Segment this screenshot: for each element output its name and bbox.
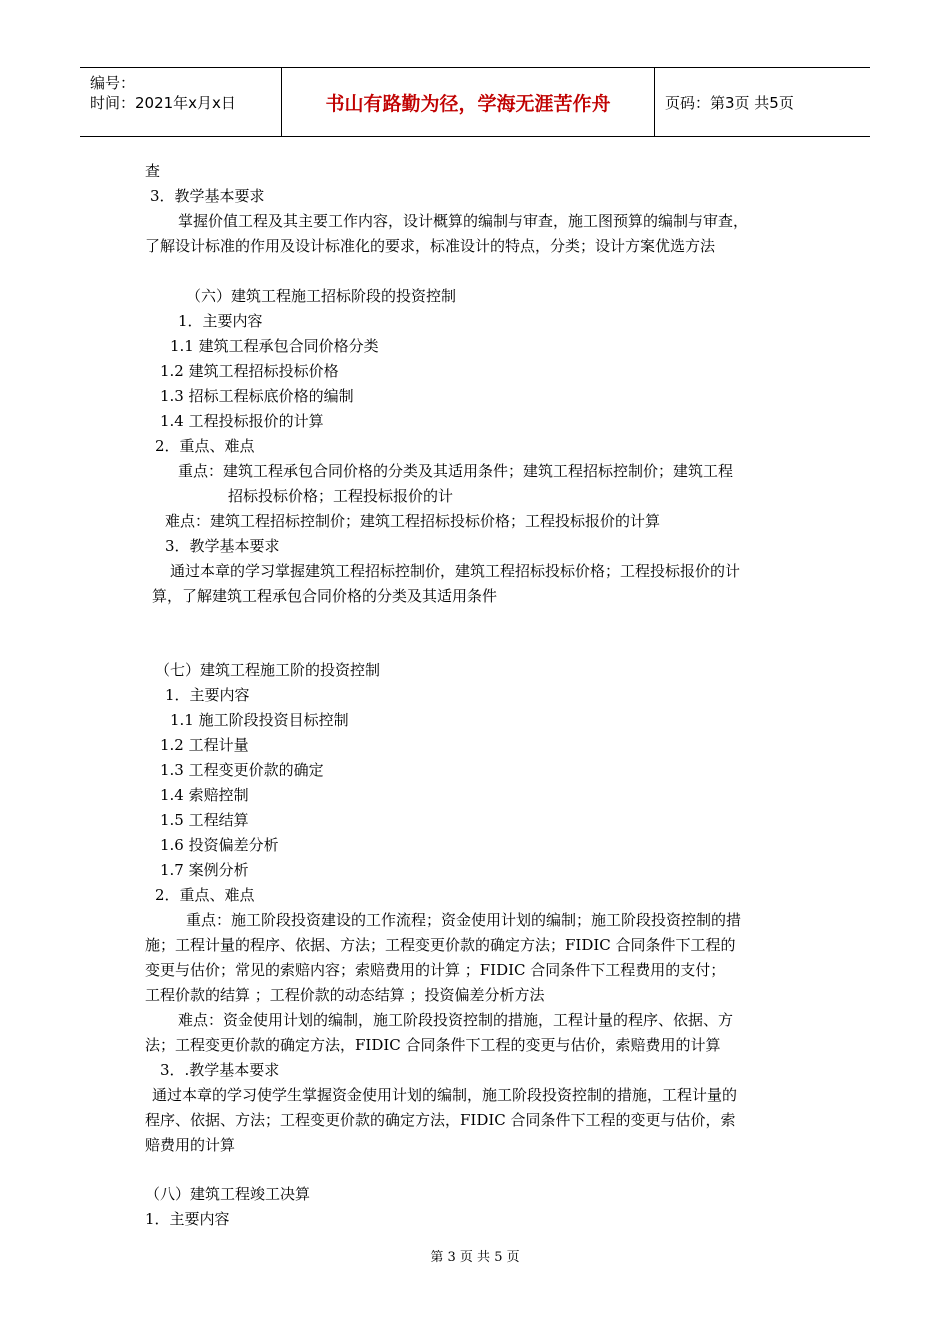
text-line: 2．重点、难点 <box>155 437 255 455</box>
text-line: 3．教学基本要求 <box>165 537 280 555</box>
time-label: 时间：2021年x月x日 <box>90 94 236 112</box>
page-footer: 第 3 页 共 5 页 <box>430 1250 520 1265</box>
text-line: 通过本章的学习掌握建筑工程招标控制价，建筑工程招标投标价格；工程投标报价的计 <box>170 562 741 580</box>
header-motto: 书山有路勤为径，学海无涯苦作舟 <box>282 68 655 136</box>
text-line: 1．主要内容 <box>145 1210 230 1228</box>
section-heading: （七）建筑工程施工阶的投资控制 <box>155 661 381 679</box>
text-line: 1.7 案例分析 <box>160 861 249 879</box>
text-line: 通过本章的学习使学生掌握资金使用计划的编制，施工阶段投资控制的措施，工程计量的 <box>152 1086 738 1104</box>
text-line: 1．主要内容 <box>178 312 263 330</box>
text-line: 1.2 建筑工程招标投标价格 <box>160 362 339 380</box>
text-line: 2．重点、难点 <box>155 886 255 904</box>
text-line: 难点：资金使用计划的编制，施工阶段投资控制的措施，工程计量的程序、依据、方 <box>178 1011 734 1029</box>
text-line: 1．主要内容 <box>165 686 250 704</box>
text-line: 程序、依据、方法；工程变更价款的确定方法，FIDIC 合同条件下工程的变更与估价，索 <box>145 1111 736 1129</box>
text-line: 1.6 投资偏差分析 <box>160 836 279 854</box>
text-line: 重点：建筑工程承包合同价格的分类及其适用条件；建筑工程招标控制价；建筑工程 <box>178 462 734 480</box>
text-line: 1.1 建筑工程承包合同价格分类 <box>170 337 379 355</box>
text-line: 重点：施工阶段投资建设的工作流程；资金使用计划的编制；施工阶段投资控制的措 <box>186 911 742 929</box>
text-line: 3．教学基本要求 <box>150 187 265 205</box>
text-line: 了解设计标准的作用及设计标准化的要求，标准设计的特点，分类；设计方案优选方法 <box>145 237 716 255</box>
text-line: 算，了解建筑工程承包合同价格的分类及其适用条件 <box>152 587 498 605</box>
text-line: 1.4 工程投标报价的计算 <box>160 412 324 430</box>
text-line: 1.5 工程结算 <box>160 811 249 829</box>
text-line: 查 <box>145 162 161 180</box>
text-line: 施；工程计量的程序、依据、方法；工程变更价款的确定方法；FIDIC 合同条件下工程的 <box>145 936 736 954</box>
text-line: 掌握价值工程及其主要工作内容，设计概算的编制与审查，施工图预算的编制与审查， <box>178 212 749 230</box>
header-page-number: 页码：第3页 共5页 <box>665 93 794 112</box>
header-meta-cell <box>80 68 282 136</box>
page-header <box>80 67 870 137</box>
text-line: 3．.教学基本要求 <box>160 1061 280 1079</box>
text-line: 变更与估价；常见的索赔内容；索赔费用的计算 ；FIDIC 合同条件下工程费用的支付； <box>145 961 726 979</box>
text-line: 1.2 工程计量 <box>160 736 249 754</box>
text-line: 1.3 工程变更价款的确定 <box>160 761 324 779</box>
text-line: 工程价款的结算 ；工程价款的动态结算 ；投资偏差分析方法 <box>145 986 545 1004</box>
text-line: 1.3 招标工程标底价格的编制 <box>160 387 354 405</box>
section-heading: （六）建筑工程施工招标阶段的投资控制 <box>186 287 457 305</box>
text-line: 1.1 施工阶段投资目标控制 <box>170 711 349 729</box>
code-label: 编号： <box>90 74 136 92</box>
section-heading: （八）建筑工程竣工决算 <box>145 1185 311 1203</box>
text-line: 赔费用的计算 <box>145 1136 236 1154</box>
text-line: 1.4 索赔控制 <box>160 786 249 804</box>
text-line: 难点：建筑工程招标控制价；建筑工程招标投标价格；工程投标报价的计算 <box>165 512 661 530</box>
text-line: 法；工程变更价款的确定方法，FIDIC 合同条件下工程的变更与估价，索赔费用的计算 <box>145 1036 721 1054</box>
text-line: 招标投标价格；工程投标报价的计 <box>228 487 454 505</box>
